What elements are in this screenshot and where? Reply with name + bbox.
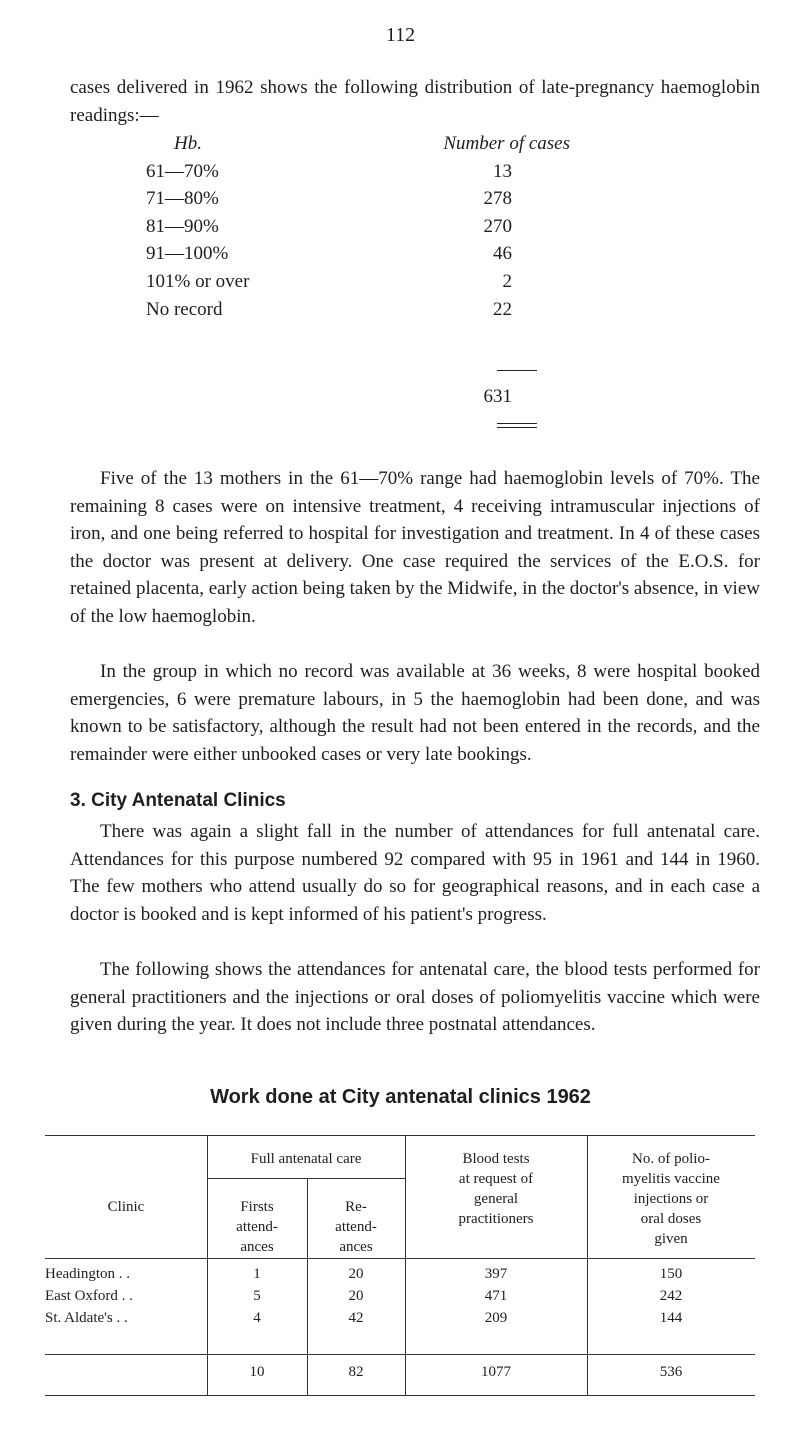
cases-header: Number of cases bbox=[443, 133, 570, 154]
firsts-header bbox=[207, 1197, 307, 1257]
polio-value: 242 bbox=[659, 1288, 683, 1304]
clinic-name: St. Aldate's . . bbox=[45, 1310, 128, 1326]
hb-range: 61—70% bbox=[146, 160, 219, 182]
clinic-header: Clinic bbox=[107, 1199, 145, 1215]
hb-row bbox=[146, 240, 570, 268]
paragraph-2-text: In the group in which no record was available at 36 weeks, 8 were hospital booked emergencies, 6 were premature labours, in 5 the haemoglobin had been done, and was known to be satisfactory, although the result had not been entered in the records, and the remainder were either unbooked cases or very late bookings. bbox=[70, 661, 760, 765]
header-line: No. of polio- bbox=[632, 1151, 710, 1167]
hb-total-value: 631 bbox=[483, 386, 512, 407]
re-value: 20 bbox=[348, 1266, 364, 1282]
hb-cases: 2 bbox=[502, 270, 512, 292]
hb-range: 71—80% bbox=[146, 188, 219, 210]
blood-tests-header bbox=[405, 1149, 587, 1229]
full-care-header: Full antenatal care bbox=[250, 1151, 362, 1167]
re-value: 20 bbox=[348, 1288, 364, 1304]
header-line: Firsts bbox=[240, 1199, 274, 1215]
hb-row bbox=[146, 158, 570, 186]
table-bottom-rule bbox=[45, 1395, 755, 1396]
header-line: ances bbox=[240, 1239, 274, 1255]
hb-row bbox=[146, 185, 570, 213]
firsts-value: 1 bbox=[253, 1266, 261, 1282]
hb-cases: 13 bbox=[493, 160, 512, 182]
hb-table-header bbox=[146, 130, 570, 158]
header-line: ances bbox=[339, 1239, 373, 1255]
hb-cases: 46 bbox=[493, 243, 512, 265]
paragraph-1 bbox=[70, 465, 760, 631]
polio-header bbox=[587, 1149, 755, 1249]
header-line: injections or bbox=[633, 1191, 709, 1207]
hb-row bbox=[146, 213, 570, 241]
blood-total: 1077 bbox=[481, 1364, 511, 1380]
blood-value: 397 bbox=[484, 1266, 508, 1282]
hb-range: 91—100% bbox=[146, 243, 229, 265]
firsts-value: 4 bbox=[253, 1310, 261, 1326]
hb-header: Hb. bbox=[174, 133, 202, 154]
paragraph-3 bbox=[70, 818, 760, 928]
paragraph-4 bbox=[70, 956, 760, 1039]
polio-value: 150 bbox=[659, 1266, 683, 1282]
header-line: given bbox=[654, 1231, 688, 1247]
header-line: myelitis vaccine bbox=[622, 1171, 720, 1187]
hb-range: 81—90% bbox=[146, 215, 219, 237]
blood-value: 209 bbox=[484, 1310, 508, 1326]
paragraph-1-text: Five of the 13 mothers in the 61—70% range had haemoglobin levels of 70%. The remaining 8 cases were on intensive treatment, 4 receiving intramuscular injections of iron, and one being referred to hospital for investigation and treatment. In 4 of these cases the doctor was present at delivery. One case required the services of the E.O.S. for retained placenta, early action being taken by the Midwife, in the doctor's absence, in view of the low haemoglobin. bbox=[70, 468, 760, 627]
blood-value: 471 bbox=[484, 1288, 508, 1304]
header-line: attend- bbox=[335, 1219, 377, 1235]
re-value: 42 bbox=[348, 1310, 364, 1326]
header-line: general bbox=[473, 1191, 519, 1207]
hb-row bbox=[146, 268, 570, 296]
total-double-rule bbox=[497, 427, 537, 428]
paragraph-4-text: The following shows the attendances for antenatal care, the blood tests performed for general practitioners and the injections or oral doses of poliomyelitis vaccine which were given during the year. It does not include three postnatal attendances. bbox=[70, 959, 760, 1036]
hb-cases: 22 bbox=[493, 298, 512, 320]
re-total: 82 bbox=[348, 1364, 364, 1380]
clinic-name: East Oxford . . bbox=[45, 1288, 133, 1304]
header-line: Re- bbox=[345, 1199, 367, 1215]
header-line: Blood tests bbox=[462, 1151, 530, 1167]
page-number: 112 bbox=[385, 24, 416, 46]
hb-range: No record bbox=[146, 298, 223, 320]
firsts-total: 10 bbox=[249, 1364, 265, 1380]
hb-cases: 278 bbox=[483, 188, 512, 210]
hb-cases: 270 bbox=[483, 215, 512, 237]
header-bottom-rule bbox=[45, 1258, 755, 1259]
hb-range: 101% or over bbox=[146, 270, 250, 292]
totals-top-rule bbox=[45, 1354, 755, 1355]
total-top-rule bbox=[497, 370, 537, 371]
total-double-rule bbox=[497, 423, 537, 424]
firsts-value: 5 bbox=[253, 1288, 261, 1304]
hb-total bbox=[146, 386, 570, 408]
work-table bbox=[45, 1135, 755, 1435]
table-top-rule bbox=[45, 1135, 755, 1136]
re-attendances-header bbox=[307, 1197, 405, 1257]
haemoglobin-table bbox=[146, 130, 570, 323]
table-title: Work done at City antenatal clinics 1962 bbox=[210, 1086, 591, 1108]
paragraph-3-text: There was again a slight fall in the number of attendances for full antenatal care. Attendances for this purpose numbered 92 compared with 95 in 1961 and 144 in 1960. The few mothers who attend usually do so for geographical reasons, and in each case a doctor is booked and is kept informed of his patient's progress. bbox=[70, 821, 760, 925]
header-line: oral doses bbox=[640, 1211, 702, 1227]
subheader-rule bbox=[207, 1178, 405, 1179]
intro-text: cases delivered in 1962 shows the following distribution of late-pregnancy haemoglobin readings:— bbox=[70, 77, 760, 126]
section-heading: 3. City Antenatal Clinics bbox=[70, 790, 286, 811]
polio-total: 536 bbox=[659, 1364, 683, 1380]
hb-row bbox=[146, 296, 570, 324]
header-line: attend- bbox=[236, 1219, 278, 1235]
header-line: practitioners bbox=[458, 1211, 534, 1227]
paragraph-2 bbox=[70, 658, 760, 768]
clinic-name: Headington . . bbox=[45, 1266, 130, 1282]
polio-value: 144 bbox=[659, 1310, 683, 1326]
header-line: at request of bbox=[458, 1171, 534, 1187]
